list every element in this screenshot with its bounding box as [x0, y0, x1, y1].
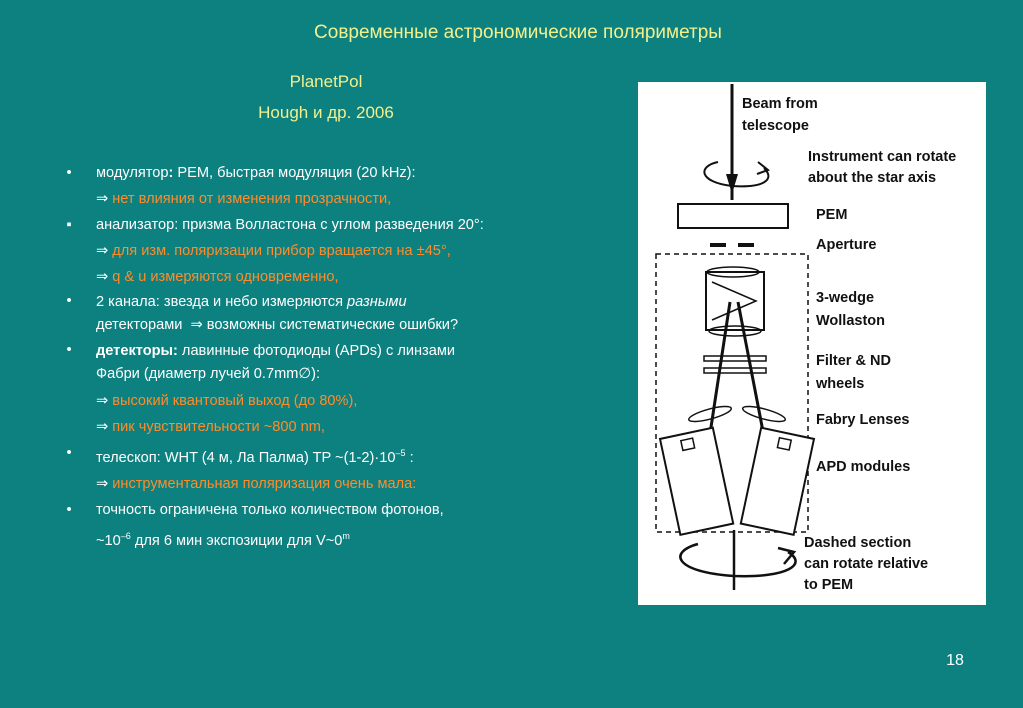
instrument-diagram [638, 82, 986, 605]
bullet-marker: • [66, 342, 72, 358]
label-wheels: wheels [816, 376, 865, 392]
telescope-tail: : [405, 450, 414, 466]
apd-module-right [741, 428, 814, 535]
nd-wheel [704, 368, 766, 373]
exponent: –5 [395, 448, 406, 458]
implies-icon: ⇒ [96, 269, 109, 285]
implies-icon: ⇒ [190, 317, 203, 333]
detectors-text-2: Фабри (диаметр лучей 0.7mm∅): [96, 366, 321, 382]
label-filter: Filter & ND [816, 353, 891, 369]
slide-title: Современные астрономические поляриметры [314, 22, 722, 43]
fabry-lens-right [741, 403, 786, 424]
sub-item [64, 264, 584, 290]
sub-text: высокий квантовый выход (до 80%), [112, 393, 358, 409]
instrument-name: PlanetPol [289, 72, 363, 91]
label-fabry: Fabry Lenses [816, 412, 910, 428]
sub-item [64, 414, 584, 440]
implies-icon: ⇒ [96, 419, 109, 435]
precision-text-3: для 6 мин экспозиции для V~0 [130, 533, 343, 549]
label-aperture: Aperture [816, 237, 877, 253]
bullet-telescope [64, 440, 584, 471]
bullet-channels [64, 290, 584, 339]
sub-item [64, 471, 584, 497]
bullet-marker: • [66, 165, 72, 181]
beam-extraordinary [738, 302, 766, 447]
label-beam: Beam from [742, 96, 818, 112]
beam-arrowhead [726, 174, 738, 194]
bullet-marker: • [66, 293, 72, 309]
detectors-text: лавинные фотодиоды (APDs) с линзами [177, 343, 456, 359]
bullet-marker: • [66, 445, 72, 461]
label-wedge: 3-wedge [816, 290, 875, 306]
label-pem: PEM [816, 207, 848, 223]
modulator-colon: : [168, 165, 174, 181]
diagram-svg [638, 82, 986, 605]
label-beam-2: telescope [742, 118, 809, 134]
sub-item [64, 523, 584, 554]
precision-text: точность ограничена только количеством фотонов, [96, 502, 444, 518]
sub-item [64, 388, 584, 414]
implies-icon: ⇒ [96, 191, 109, 207]
implies-icon: ⇒ [96, 393, 109, 409]
sub-text: инструментальная поляризация очень мала: [112, 476, 417, 492]
implies-icon: ⇒ [96, 243, 109, 259]
exponent: –6 [120, 531, 131, 541]
pem-element [678, 204, 788, 228]
sub-item [64, 186, 584, 212]
page-number: 18 [946, 652, 964, 669]
bullet-marker: ▪ [66, 217, 72, 233]
beam-ordinary [708, 302, 730, 447]
telescope-text: телескоп: WHT (4 м, Ла Палма) TP ~(1-2)·10 [96, 450, 396, 466]
sub-item [64, 238, 584, 264]
bullet-detectors [64, 339, 584, 388]
label-dashed: Dashed section [804, 535, 912, 551]
modulator-label: модулятор [96, 165, 169, 181]
filter-wheel [704, 356, 766, 361]
bullet-analyzer [64, 212, 584, 238]
detectors-label: детекторы: [96, 343, 178, 359]
bullet-list [64, 160, 584, 554]
bullet-precision [64, 497, 584, 523]
fabry-lens-left [687, 403, 732, 424]
analyzer-text: анализатор: призма Волластона с углом разведения 20°: [96, 217, 484, 233]
label-wollaston: Wollaston [816, 313, 886, 329]
channels-emphasis: разными [347, 294, 407, 310]
channels-text: 2 канала: звезда и небо измеряются [96, 294, 348, 310]
channels-text-2: детекторами [96, 317, 183, 333]
apd-module-left [660, 428, 733, 535]
bullet-marker: • [66, 502, 72, 518]
channels-text-3: возможны систематические ошибки? [206, 317, 459, 333]
label-rotate: Instrument can rotate [808, 149, 957, 165]
sub-text: для изм. поляризации прибор вращается на ±45°, [112, 243, 451, 259]
bullet-modulator [64, 160, 584, 186]
implies-icon: ⇒ [96, 476, 109, 492]
modulator-text: PEM, быстрая модуляция (20 kHz): [173, 165, 416, 181]
precision-text-2: ~10 [96, 533, 121, 549]
sub-text: q & u измеряются одновременно, [112, 269, 339, 285]
label-apd: APD modules [816, 459, 911, 475]
sub-text: нет влияния от изменения прозрачности, [112, 191, 392, 207]
reference: Hough и др. 2006 [258, 103, 394, 122]
sub-text: пик чувствительности ~800 nm, [112, 419, 325, 435]
label-rotate-2: about the star axis [808, 170, 937, 186]
magnitude-unit: m [342, 531, 350, 541]
label-dashed-2: can rotate relative [804, 556, 929, 572]
label-dashed-3: to PEM [804, 577, 854, 593]
